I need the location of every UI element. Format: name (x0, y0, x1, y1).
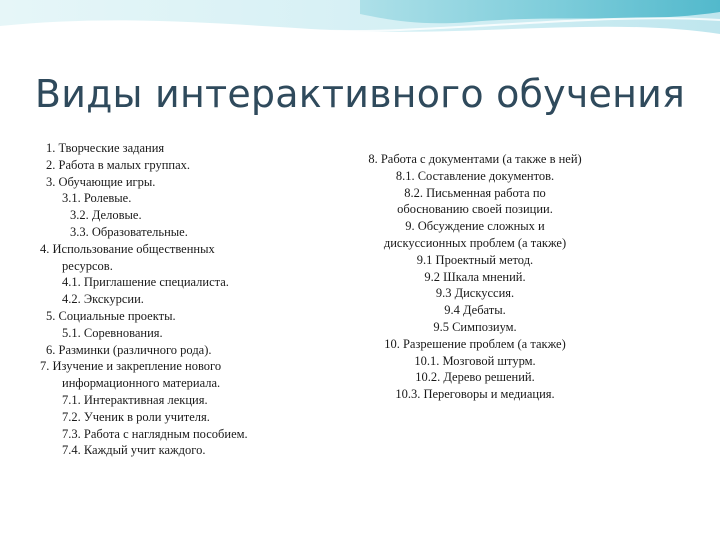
list-item: 8.1. Составление документов. (395, 168, 555, 183)
list-item: 4. Использование общественных (40, 241, 215, 256)
list-item: 5. Социальные проекты. (46, 308, 176, 323)
list-item: 3.3. Образовательные. (70, 224, 188, 239)
list-item: 9.5 Симпозиум. (433, 319, 517, 334)
list-item: 10. Разрешение проблем (а также) (384, 336, 566, 351)
list-item: 8.2. Письменная работа по (404, 185, 546, 200)
list-item: 4.2. Экскурсии. (62, 292, 144, 307)
list-item: 9.2 Шкала мнений. (424, 269, 526, 284)
list-item: 9.4 Дебаты. (444, 303, 506, 318)
list-item: 9.1 Проектный метод. (416, 252, 534, 267)
list-item: 10.3. Переговоры и медиация. (395, 387, 555, 402)
list-item: 9.3 Дискуссия. (435, 286, 515, 301)
list-item: 7.4. Каждый учит каждого. (62, 443, 206, 458)
list-item: 7. Изучение и закрепление нового (40, 359, 222, 374)
list-item: ресурсов. (62, 258, 113, 273)
right-list (330, 151, 620, 403)
page-title: Виды интерактивного обучения (34, 72, 686, 116)
list-item: 3. Обучающие игры. (46, 174, 156, 189)
list-item: 10.2. Дерево решений. (415, 370, 535, 385)
list-item: 9. Обсуждение сложных и (405, 219, 545, 234)
list-item: 7.3. Работа с наглядным пособием. (62, 426, 248, 441)
list-item: информационного материала. (62, 376, 221, 391)
left-list (40, 140, 340, 459)
list-item: 5.1. Соревнования. (62, 325, 163, 340)
list-item: 8. Работа с документами (а также в ней) (368, 152, 582, 166)
list-item: 4.1. Приглашение специалиста. (62, 275, 229, 290)
list-item: 3.1. Ролевые. (62, 191, 132, 206)
list-item: 6. Разминки (различного рода). (46, 342, 212, 357)
list-item: 7.1. Интерактивная лекция. (62, 392, 208, 407)
list-item: 1. Творческие задания (46, 141, 165, 155)
list-item: обоснованию своей позиции. (397, 202, 553, 217)
list-item: 3.2. Деловые. (70, 208, 142, 223)
list-item: дискуссионных проблем (а также) (383, 235, 567, 250)
list-item: 7.2. Ученик в роли учителя. (62, 409, 210, 424)
list-item: 2. Работа в малых группах. (46, 157, 191, 172)
list-item: 10.1. Мозговой штурм. (414, 353, 536, 368)
